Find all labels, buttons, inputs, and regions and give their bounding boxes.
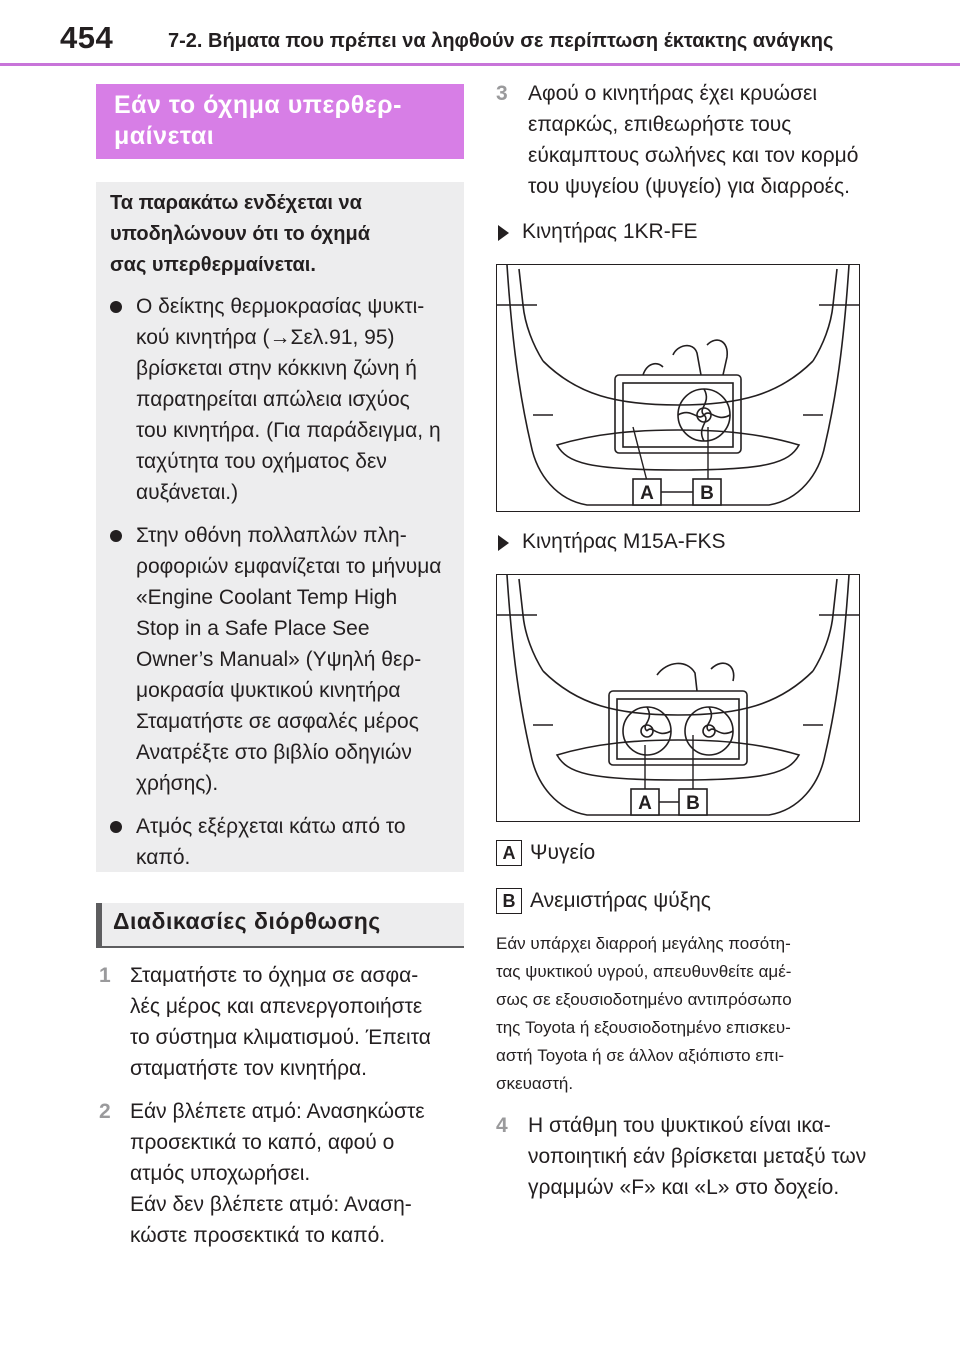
- note-line: σκευαστή.: [496, 1074, 574, 1093]
- figure-label-a: A: [640, 483, 654, 504]
- engine-bay-illustration: [497, 575, 859, 821]
- triangle-pointer-icon: [498, 535, 509, 551]
- step-number: 1: [99, 964, 111, 987]
- intro-line: υποδηλώνουν ότι το όχημά: [110, 223, 370, 245]
- step-line: το σύστημα κλιματισμού. Έπειτα: [130, 1026, 431, 1049]
- engine-label-text: Κινητήρας M15A-FKS: [522, 530, 726, 553]
- step-line: επαρκώς, επιθεωρήστε τους: [528, 113, 792, 136]
- step-line: των γραμμών «F» και «L» στο: [528, 1145, 867, 1199]
- step-line: κώστε προσεκτικά το καπό.: [130, 1224, 386, 1247]
- step-line: σταματήστε τον κινητήρα.: [130, 1057, 368, 1080]
- page-number: 454: [60, 20, 114, 55]
- note-line: Εάν υπάρχει διαρροή μεγάλης ποσότη-: [496, 934, 791, 953]
- signs-list: [110, 291, 446, 873]
- banner-line-2: μαίνεται: [114, 122, 215, 150]
- list-item: [110, 291, 446, 508]
- bullet-line: κού κινητήρα (→Σελ.91, 95): [136, 326, 395, 349]
- step-number: 3: [496, 82, 508, 105]
- legend-item-fan: [496, 886, 876, 916]
- figure-legend: [496, 838, 876, 916]
- figure-label-b: B: [686, 793, 700, 814]
- step-number: 2: [99, 1100, 111, 1123]
- note-line: αστή Toyota ή σε άλλον αξιόπιστο επι-: [496, 1046, 785, 1065]
- right-column: [496, 78, 876, 1203]
- bullet-line: αυξάνεται.): [136, 481, 239, 504]
- step-line: λές μέρος και απενεργοποιήστε: [130, 995, 423, 1018]
- engine-1kr-illustration: [496, 264, 860, 512]
- bullet-line: η ταχύτητα του οχήματος δεν: [136, 419, 441, 473]
- step-line: Η στάθμη του ψυκτικού είναι ικα-: [528, 1114, 831, 1137]
- intro-line: σας υπερθερμαίνεται.: [110, 254, 316, 276]
- bullet-line: ροφοριών εμφανίζεται το: [136, 555, 366, 578]
- procedure-step-3: [496, 78, 876, 202]
- bullet-line: Ατμός εξέρχεται κάτω από το: [136, 815, 406, 838]
- triangle-pointer-icon: [498, 225, 509, 241]
- step-line: διαρροές.: [760, 175, 850, 198]
- bullet-line: Ανατρέξτε στο βιβλίο οδηγιών: [136, 741, 412, 764]
- header-rule: [0, 63, 960, 66]
- legend-text: Ανεμιστήρας ψύξης: [530, 889, 711, 912]
- bullet-line: βρίσκεται στην κόκκινη ζώνη ή: [136, 357, 417, 380]
- legend-key: A: [496, 840, 522, 866]
- legend-key: B: [496, 888, 522, 914]
- step-number: 4: [496, 1114, 508, 1137]
- engine-label-text: Κινητήρας 1KR-FE: [522, 220, 698, 243]
- procedure-step-4: [496, 1110, 876, 1203]
- intro-line: Τα παρακάτω ενδέχεται να: [110, 192, 362, 214]
- bullet-dot-icon: [110, 301, 122, 313]
- bullet-line: Στην οθόνη πολλαπλών πλη-: [136, 524, 407, 547]
- bullet-line: παρατηρείται απώλεια ισχύος: [136, 388, 410, 411]
- bullet-line: χρήσης).: [136, 772, 219, 795]
- list-item: [110, 520, 446, 799]
- step-line: νοποιητική εάν βρίσκεται μεταξύ: [528, 1145, 826, 1168]
- step-line: Σταματήστε το όχημα σε ασφα-: [130, 964, 419, 987]
- step-line: κορμό του ψυγείου (ψυγείο) για: [528, 144, 859, 198]
- step-line: ατμός υποχωρήσει.: [130, 1162, 311, 1185]
- bullet-line: Ο δείκτης θερμοκρασίας ψυκτι-: [136, 295, 425, 318]
- bullet-line: Owner’s Manual» (Υψηλή θερ-: [136, 648, 422, 671]
- bullet-line: μοκρασία ψυκτικού κινητήρα: [136, 679, 401, 702]
- bullet-line: καπό.: [136, 846, 191, 869]
- step-line: εύκαμπτους σωλήνες και τον: [528, 144, 795, 167]
- note-line: της Toyota ή εξουσιοδοτημένο επισκευ-: [496, 1018, 791, 1037]
- step-line: Εάν δεν βλέπετε ατμό: Αναση-: [130, 1193, 412, 1216]
- figure-label-a: A: [638, 793, 652, 814]
- leak-note: [496, 930, 876, 1098]
- procedure-heading: Διαδικασίες διόρθωσης: [96, 903, 464, 948]
- overheat-banner: [96, 84, 464, 159]
- bullet-line: μήνυμα «Engine Coolant Temp: [136, 555, 442, 609]
- page-header: [0, 0, 960, 68]
- engine-1kr-label: [496, 218, 876, 246]
- section-title: 7-2. Βήματα που πρέπει να ληφθούν σε περίπτωση έκτακτης ανάγκης: [168, 30, 834, 52]
- bullet-dot-icon: [110, 821, 122, 833]
- engine-m15a-illustration: [496, 574, 860, 822]
- list-item: [110, 811, 446, 873]
- legend-item-radiator: [496, 838, 876, 868]
- left-column: [96, 84, 464, 1263]
- signs-intro: [110, 188, 446, 281]
- procedure-step: [96, 960, 464, 1084]
- legend-text: Ψυγείο: [530, 841, 596, 864]
- procedure-steps: [96, 960, 464, 1251]
- overheat-signs-box: [96, 182, 464, 872]
- step-line: Αφού ο κινητήρας έχει κρυώσει: [528, 82, 818, 105]
- bullet-dot-icon: [110, 530, 122, 542]
- bullet-line: Σταματήστε σε ασφαλές μέρος: [136, 710, 419, 733]
- procedure-step: [96, 1096, 464, 1251]
- step-line: Εάν βλέπετε ατμό: Ανασηκώστε: [130, 1100, 425, 1123]
- bullet-line: High Stop in a Safe Place See: [136, 586, 398, 640]
- step-line: δοχείο.: [773, 1176, 840, 1199]
- note-line: τας ψυκτικού υγρού, απευθυνθείτε αμέ-: [496, 962, 792, 981]
- engine-m15a-label: [496, 528, 876, 556]
- bullet-line: του κινητήρα. (Για παράδειγμα,: [136, 419, 424, 442]
- banner-line-1: Εάν το όχημα υπερθερ-: [114, 91, 402, 119]
- engine-bay-illustration: [497, 265, 859, 511]
- step-line: προσεκτικά το καπό, αφού ο: [130, 1131, 395, 1154]
- figure-label-b: B: [700, 483, 714, 504]
- note-line: σως σε εξουσιοδοτημένο αντιπρόσωπο: [496, 990, 792, 1009]
